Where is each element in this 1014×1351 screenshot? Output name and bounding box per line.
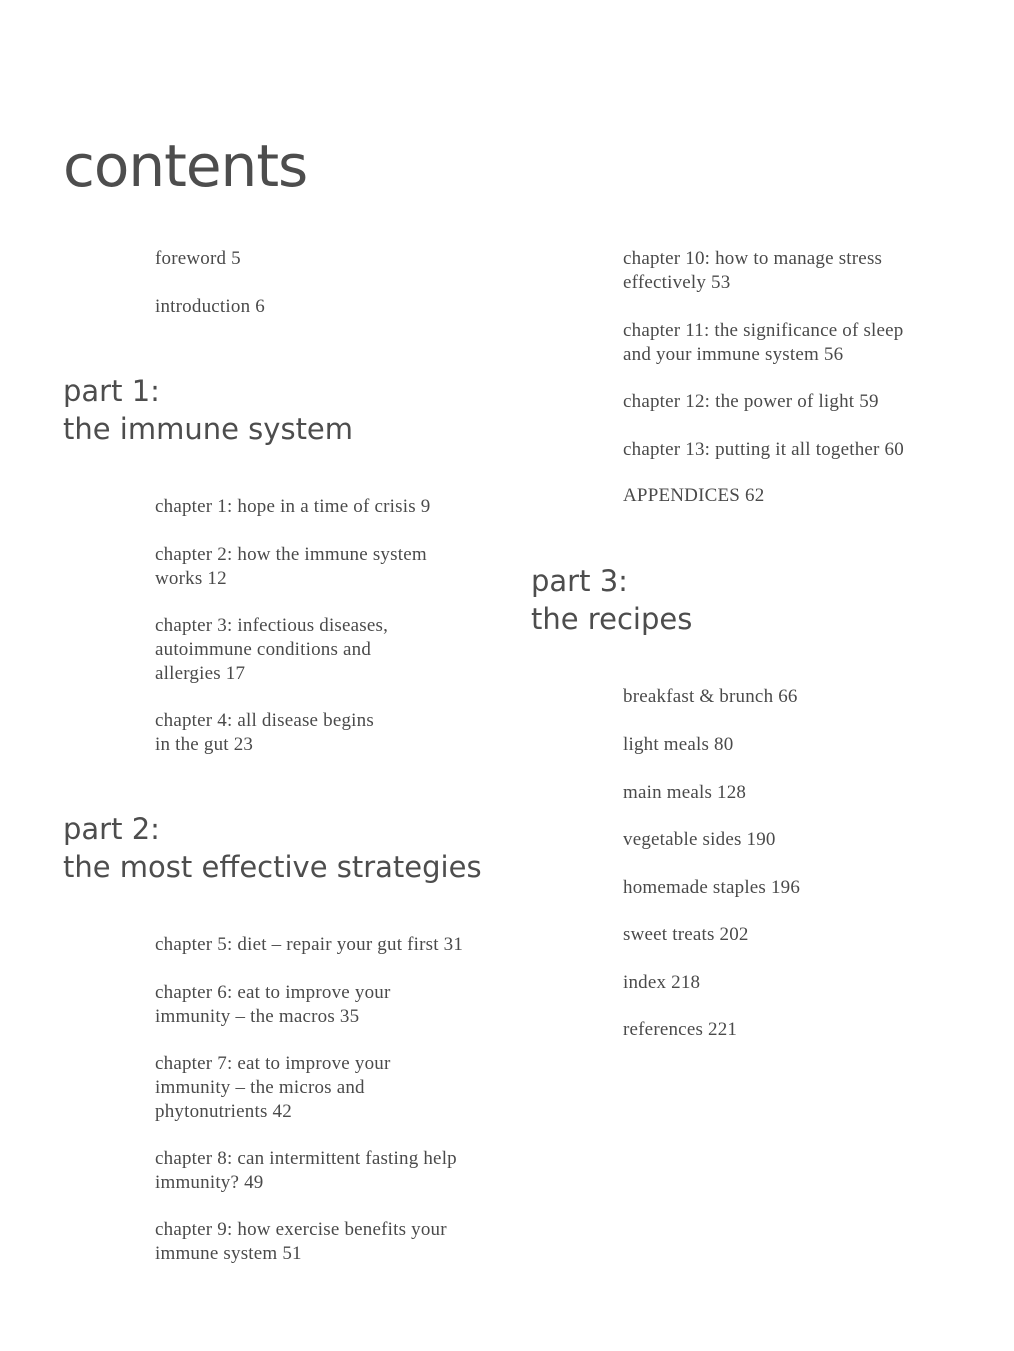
toc-entry-chapter-13[interactable]: chapter 13: putting it all together 60 bbox=[623, 439, 904, 460]
part-3-heading: part 3: the recipes bbox=[531, 564, 693, 636]
part-2-heading: part 2: the most effective strategies bbox=[63, 812, 482, 884]
toc-entry-foreword[interactable]: foreword 5 bbox=[155, 248, 241, 269]
page-title: contents bbox=[63, 132, 308, 200]
toc-entry-index[interactable]: index 218 bbox=[623, 972, 701, 993]
toc-entry-chapter-2[interactable]: chapter 2: how the immune system works 12 bbox=[155, 544, 427, 589]
toc-entry-chapter-1[interactable]: chapter 1: hope in a time of crisis 9 bbox=[155, 496, 431, 517]
toc-entry-chapter-6[interactable]: chapter 6: eat to improve your immunity – the macros 35 bbox=[155, 982, 391, 1027]
toc-entry-main-meals[interactable]: main meals 128 bbox=[623, 782, 747, 803]
toc-entry-breakfast-brunch[interactable]: breakfast & brunch 66 bbox=[623, 686, 798, 707]
toc-entry-chapter-10[interactable]: chapter 10: how to manage stress effectively 53 bbox=[623, 248, 883, 293]
part-1-heading: part 1: the immune system bbox=[63, 374, 354, 446]
toc-entry-sweet-treats[interactable]: sweet treats 202 bbox=[623, 924, 749, 945]
toc-entry-chapter-12[interactable]: chapter 12: the power of light 59 bbox=[623, 391, 879, 412]
toc-entry-homemade-staples[interactable]: homemade staples 196 bbox=[623, 877, 801, 898]
toc-entry-chapter-8[interactable]: chapter 8: can intermittent fasting help immunity? 49 bbox=[155, 1148, 457, 1193]
toc-entry-chapter-9[interactable]: chapter 9: how exercise benefits your immune system 51 bbox=[155, 1219, 447, 1264]
toc-entry-vegetable-sides[interactable]: vegetable sides 190 bbox=[623, 829, 776, 850]
toc-entry-references[interactable]: references 221 bbox=[623, 1019, 738, 1040]
toc-entry-chapter-11[interactable]: chapter 11: the significance of sleep and your immune system 56 bbox=[623, 320, 904, 365]
toc-entry-chapter-7[interactable]: chapter 7: eat to improve your immunity – the micros and phytonutrients 42 bbox=[155, 1053, 391, 1122]
toc-entry-appendices[interactable]: APPENDICES 62 bbox=[623, 485, 765, 506]
toc-entry-chapter-5[interactable]: chapter 5: diet – repair your gut first 31 bbox=[155, 934, 464, 955]
toc-entry-chapter-4[interactable]: chapter 4: all disease begins in the gut 23 bbox=[155, 710, 374, 755]
toc-entry-chapter-3[interactable]: chapter 3: infectious diseases, autoimmune conditions and allergies 17 bbox=[155, 615, 389, 684]
toc-entry-light-meals[interactable]: light meals 80 bbox=[623, 734, 734, 755]
toc-entry-introduction[interactable]: introduction 6 bbox=[155, 296, 265, 317]
